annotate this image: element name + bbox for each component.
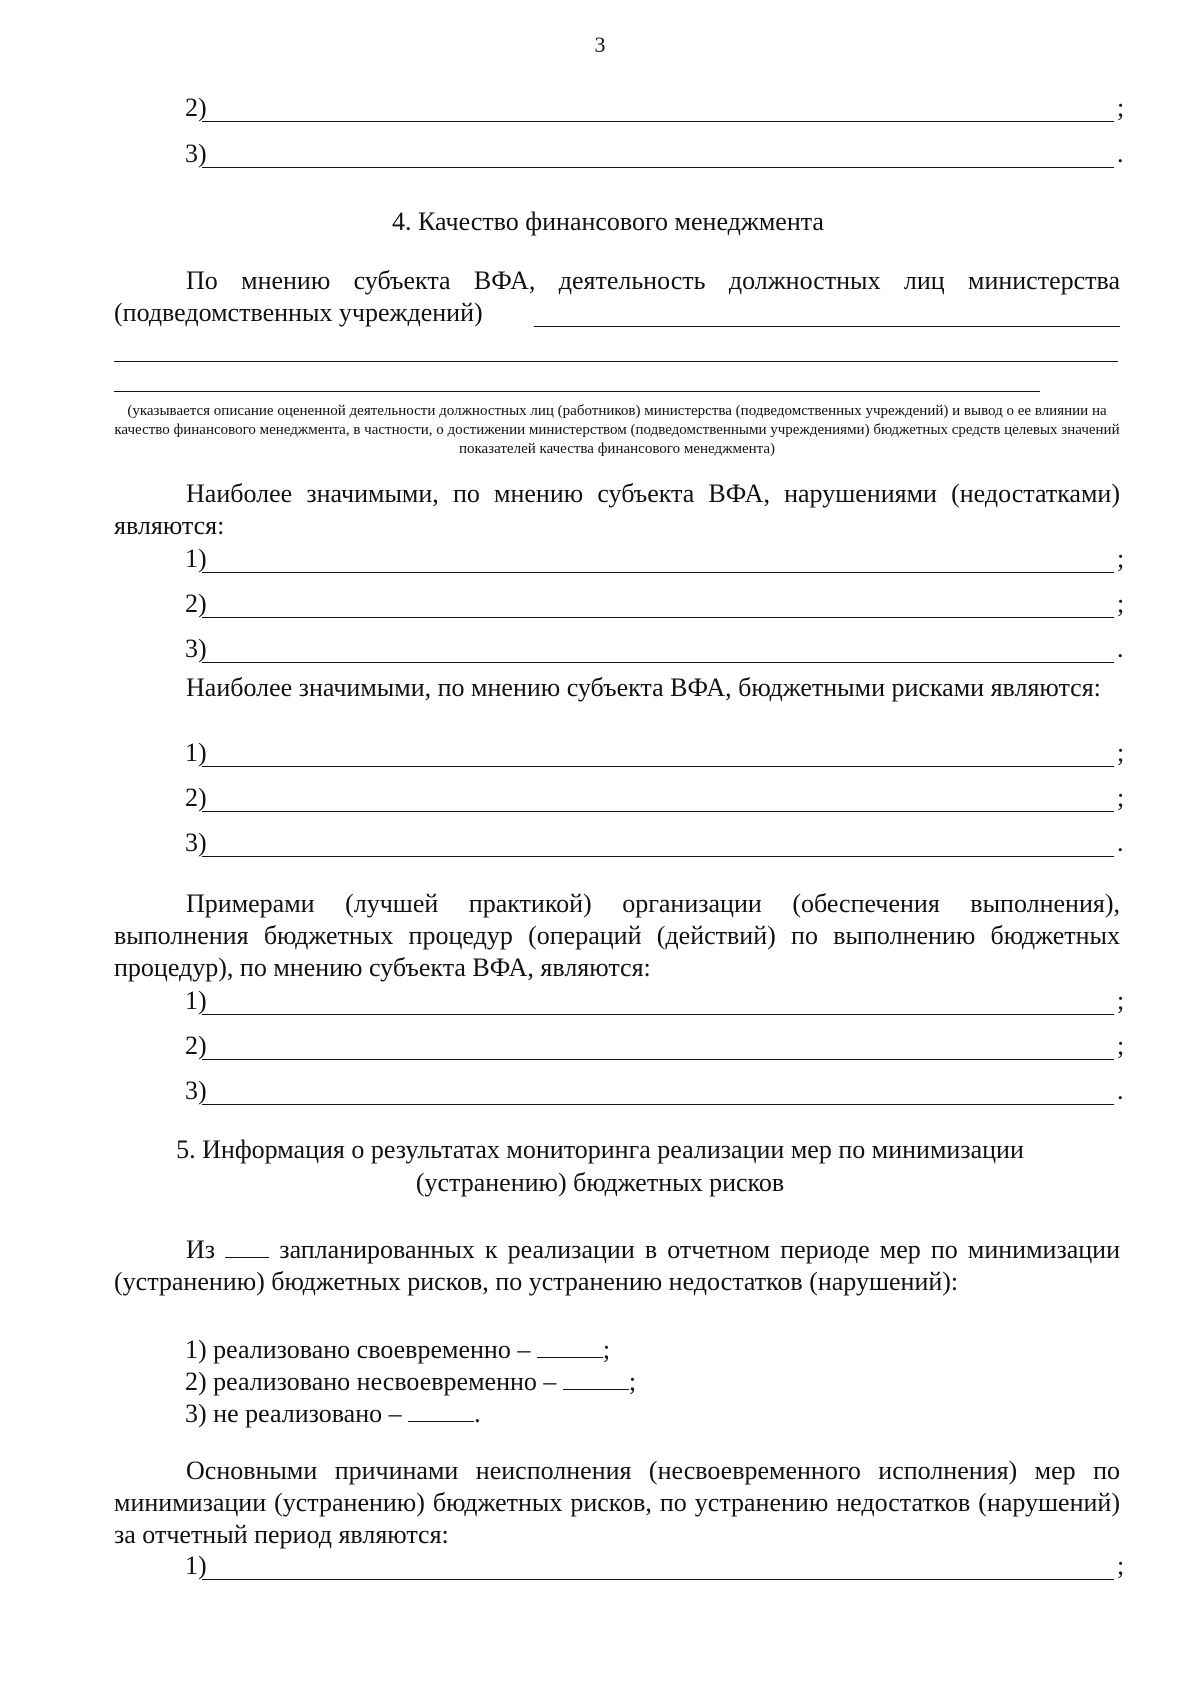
item-end-mark: . <box>1117 634 1124 663</box>
count-blank[interactable] <box>563 1369 629 1390</box>
risks-intro: Наиболее значимыми, по мнению субъекта ВФА, бюджетными рисками являются: <box>186 673 1101 702</box>
status-item-3: 3) не реализовано – . <box>185 1399 481 1428</box>
intro-rest: запланированных к реализации в отчетном периоде мер по минимизации (устранению) бюджетных рисков, по устранению недостатков (нарушений): <box>114 1235 1120 1296</box>
item-number: 1) <box>185 1551 207 1580</box>
count-blank[interactable] <box>408 1401 474 1422</box>
fill-line[interactable] <box>534 326 1120 327</box>
item-number: 1) <box>185 738 207 767</box>
fill-line <box>202 1104 1114 1105</box>
item-number: 3) <box>185 828 207 857</box>
risk-item-1[interactable] <box>0 737 1200 769</box>
item-number: 1) <box>185 544 207 573</box>
fill-line <box>202 121 1114 122</box>
violation-item-2[interactable] <box>0 588 1200 620</box>
section-4-title: 4. Качество финансового менеджмента <box>392 207 824 236</box>
intro-line-1: По мнению субъекта ВФА, деятельность должностных лиц министерства <box>186 266 1120 295</box>
fill-line <box>202 1014 1114 1015</box>
section-5-title-line-2: (устранению) бюджетных рисков <box>415 1168 785 1197</box>
status-item-1: 1) реализовано своевременно – ; <box>185 1335 611 1364</box>
section-4-intro <box>114 265 1120 329</box>
fill-line <box>202 856 1114 857</box>
count-blank[interactable] <box>225 1237 269 1258</box>
item-end-mark: ; <box>1117 1031 1125 1060</box>
fill-line <box>202 572 1114 573</box>
practice-item-3[interactable] <box>0 1075 1200 1107</box>
explanatory-note: (указывается описание оцененной деятельности должностных лиц (работников) министерства (подведомственных учреждений) и вывод о ее влиянии на качество финансового менеджмента, в частности, о достижении министерством (подведомственными учреждениями) бюджетных средств целевых значений показателей качества финансового менеджмента) <box>114 403 1120 457</box>
fill-line <box>202 617 1114 618</box>
item-number: 2) <box>185 93 207 122</box>
violations-intro: Наиболее значимыми, по мнению субъекта ВФА, нарушениями (недостатками) являются: <box>114 479 1120 540</box>
risk-item-2[interactable] <box>0 782 1200 814</box>
fill-line[interactable] <box>114 391 1040 392</box>
item-end-mark: ; <box>1117 544 1125 573</box>
item-end-mark: . <box>1117 828 1124 857</box>
item-end-mark: ; <box>1117 738 1125 767</box>
section-5-title-line-1: 5. Информация о результатах мониторинга реализации мер по минимизации <box>176 1135 1024 1164</box>
intro-line-2-text: (подведомственных учреждений) <box>114 298 483 327</box>
item-end-mark: ; <box>1117 783 1125 812</box>
fill-line <box>202 1059 1114 1060</box>
item-end-mark: . <box>1117 1076 1124 1105</box>
top-item-2[interactable] <box>0 92 1200 124</box>
status-item-2: 2) реализовано несвоевременно – ; <box>185 1367 637 1396</box>
reasons-intro: Основными причинами неисполнения (несвоевременного исполнения) мер по минимизации (устранению) бюджетных рисков, по устранению недостатков (нарушений) за отчетный период являются: <box>114 1456 1120 1549</box>
page-number: 3 <box>594 32 606 57</box>
fill-line <box>202 1579 1114 1580</box>
fill-line <box>202 811 1114 812</box>
item-end-mark: ; <box>1117 93 1125 122</box>
intro-prefix: Из <box>186 1235 216 1264</box>
fill-line <box>202 167 1114 168</box>
item-end-mark: ; <box>1117 1551 1125 1580</box>
section-5-intro <box>114 1234 1120 1298</box>
practice-item-2[interactable] <box>0 1030 1200 1062</box>
risk-item-3[interactable] <box>0 827 1200 859</box>
item-end-mark: ; <box>1117 589 1125 618</box>
item-number: 3) <box>185 139 207 168</box>
item-end-mark: ; <box>1117 986 1125 1015</box>
fill-line <box>202 662 1114 663</box>
practice-item-1[interactable] <box>0 985 1200 1017</box>
reason-item-1[interactable] <box>0 1550 1200 1582</box>
item-number: 2) <box>185 1031 207 1060</box>
item-number: 3) <box>185 1076 207 1105</box>
practice-intro: Примерами (лучшей практикой) организации (обеспечения выполнения), выполнения бюджетных процедур (операций (действий) по выполнению бюджетных процедур), по мнению субъекта ВФА, являются: <box>114 889 1120 982</box>
violation-item-3[interactable] <box>0 633 1200 665</box>
violation-item-1[interactable] <box>0 543 1200 575</box>
item-number: 1) <box>185 986 207 1015</box>
fill-line <box>202 766 1114 767</box>
fill-line[interactable] <box>114 361 1118 362</box>
count-blank[interactable] <box>537 1337 603 1358</box>
intro-line-2 <box>114 297 1120 329</box>
item-number: 3) <box>185 634 207 663</box>
item-number: 2) <box>185 589 207 618</box>
item-number: 2) <box>185 783 207 812</box>
section-5-title <box>0 1133 1200 1199</box>
item-end-mark: . <box>1117 139 1124 168</box>
top-item-3[interactable] <box>0 138 1200 170</box>
